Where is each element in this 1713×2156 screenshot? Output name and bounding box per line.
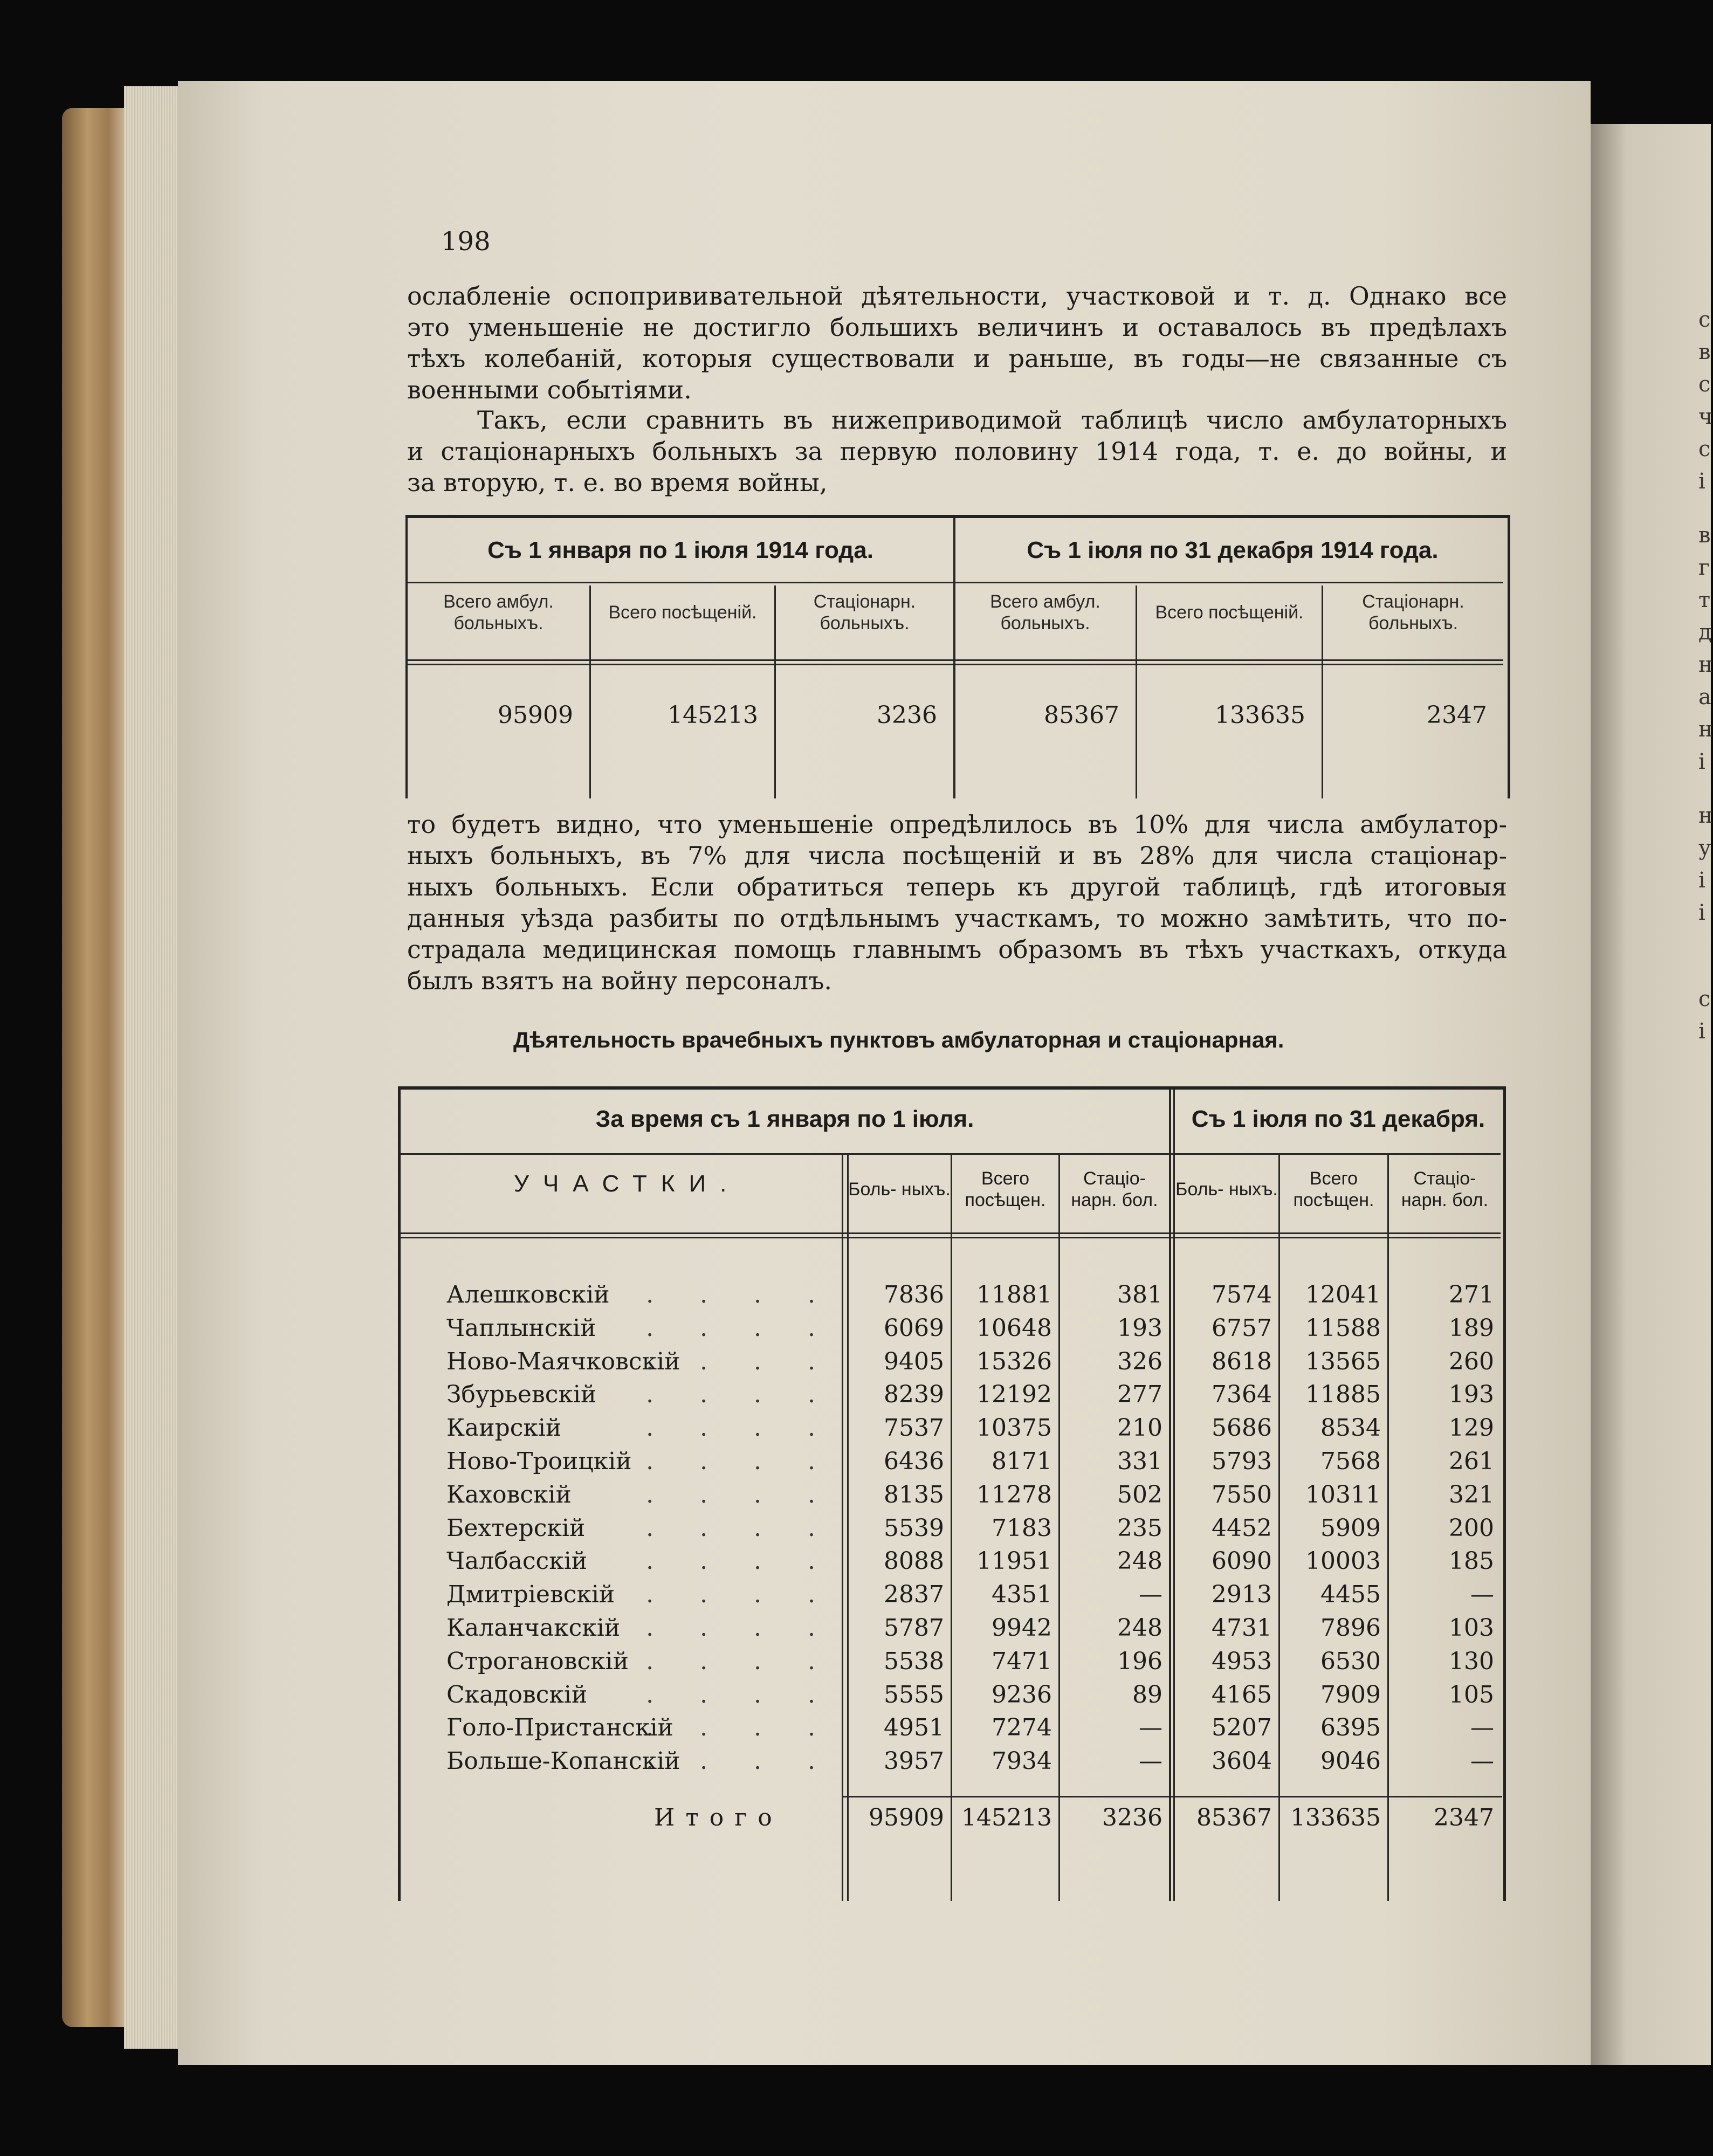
cell-value: 248 [1117,1614,1162,1642]
table-row [401,1714,1503,1747]
facing-page-letter: і [1698,469,1705,494]
text-line: за вторую, т. е. во время войны, [407,468,828,497]
cell-value: 10648 [976,1314,1052,1342]
text-line: ослабленіе оспопрививательной дѣятельности, участковой и т. д. Однако все [407,281,1507,311]
cell-value: 7836 [884,1281,944,1308]
table-row [401,1681,1503,1714]
cell-value: 9942 [992,1614,1052,1642]
cell-value: 5793 [1212,1448,1272,1475]
cell-value: 260 [1449,1347,1494,1375]
district-name: Алешковскій [446,1281,610,1308]
cell-value: 5686 [1212,1414,1272,1442]
cell-value: 7364 [1212,1381,1272,1409]
table-row [401,1581,1503,1614]
cell-value: 331 [1117,1448,1162,1475]
cell-value: 6069 [884,1314,944,1342]
district-name: Больше-Копанскій [446,1747,680,1775]
t2-column-header: Стаціо- нарн. бол. [1071,1168,1158,1210]
cell-value: 7909 [1320,1680,1381,1709]
cell-value: 12192 [976,1381,1052,1409]
leader-dots: . . . . [646,1448,835,1475]
total-label: Итого [654,1804,783,1831]
cell-value: 502 [1117,1480,1162,1508]
page-number: 198 [441,226,491,257]
cell-value: 8239 [884,1381,944,1409]
leader-dots: . . . . [646,1381,835,1409]
text-line: и стаціонарныхъ больныхъ за первую половину 1914 года, т. е. до войны, и [407,437,1507,466]
cell-value: 193 [1117,1314,1162,1342]
cell-value: 8135 [884,1480,944,1508]
table-row [401,1614,1503,1648]
text-line: тѣхъ колебаній, которыя существовали и раньше, въ годы—не связанные съ [407,344,1507,373]
cell-value: 11881 [976,1281,1052,1308]
t1-column-header: Стаціонарн. больныхъ. [813,591,916,633]
cell-value: 248 [1117,1547,1162,1575]
cell-value: 2837 [884,1581,944,1609]
cell-value: 6436 [884,1448,944,1475]
facing-page-letter: у [1698,836,1711,860]
t1-value: 145213 [668,701,758,729]
cell-value: 7568 [1320,1448,1381,1475]
leader-dots: . . . . [646,1281,835,1308]
facing-page [1591,124,1711,2065]
cell-value: 381 [1117,1281,1162,1308]
district-name: Ново-Троицкій [446,1448,632,1475]
cell-value: 11278 [976,1480,1052,1508]
cell-value: 7274 [992,1714,1052,1742]
leader-dots: . . . . [646,1581,835,1609]
total-value: 85367 [1196,1804,1272,1831]
cell-value: 5909 [1320,1514,1381,1542]
cell-value: 12041 [1305,1281,1381,1308]
text-line: это уменьшеніе не достигло большихъ величинъ и оставалось въ предѣлахъ [407,313,1507,342]
cell-value: 321 [1449,1480,1494,1508]
cell-value: 9236 [992,1680,1052,1709]
t1-column-header: Всего посѣщеній. [608,602,757,623]
facing-page-letter: н [1698,717,1713,742]
cell-value: 6757 [1212,1314,1272,1342]
cell-value: 5538 [884,1647,944,1675]
table-row [401,1314,1503,1348]
cell-value: 277 [1117,1381,1162,1409]
cell-value: 4731 [1212,1614,1272,1642]
paragraph-3 [407,809,1507,996]
leader-dots: . . . . [646,1714,835,1742]
t2-column-header: Боль- ныхъ. [848,1179,951,1200]
leader-dots: . . . . [646,1614,835,1642]
cell-value: 8088 [884,1547,944,1575]
facing-page-letter: с [1698,987,1711,1011]
cell-value: 129 [1449,1414,1494,1442]
t2-column-header: Боль- ныхъ. [1175,1179,1278,1200]
summary-table [405,515,1510,798]
leader-dots: . . . . [646,1347,835,1375]
cell-value: 7550 [1212,1480,1272,1508]
leader-dots: . . . . [646,1547,835,1575]
cell-value: 271 [1449,1281,1494,1308]
t1-column-header: Всего посѣщеній. [1155,602,1304,623]
cell-value: 6090 [1212,1547,1272,1575]
cell-value: 4953 [1212,1647,1272,1675]
table-row [401,1747,1503,1781]
cell-value: 5555 [884,1680,944,1709]
t1-value: 3236 [877,701,937,729]
district-name: Скадовскій [446,1680,588,1709]
t1-group1-header: Съ 1 января по 1 іюля 1914 года. [487,537,873,563]
district-name: Збурьевскій [446,1381,597,1409]
cell-value: 6395 [1320,1714,1381,1742]
total-value: 3236 [1102,1804,1162,1831]
cell-value: 10375 [976,1414,1052,1442]
cell-value: 6530 [1320,1647,1381,1675]
cell-value: — [1139,1747,1162,1775]
facing-page-letter: і [1698,868,1705,893]
facing-page-letter: н [1698,652,1713,677]
district-name: Бехтерскій [446,1514,586,1542]
cell-value: 9046 [1320,1747,1381,1775]
table-row [401,1414,1503,1448]
cell-value: 193 [1449,1381,1494,1409]
t2-column-header: Всего посѣщен. [965,1168,1046,1210]
cell-value: 5787 [884,1614,944,1642]
t2-column-header: Стаціо- нарн. бол. [1401,1168,1489,1210]
t1-value: 85367 [1044,701,1119,729]
leader-dots: . . . . [646,1747,835,1775]
leader-dots: . . . . [646,1314,835,1342]
total-row [401,1804,1503,1837]
table-row [401,1514,1503,1548]
district-name: Каланчакскій [446,1614,621,1642]
cell-value: — [1139,1714,1162,1742]
cell-value: 189 [1449,1314,1494,1342]
district-name: Чалбасскій [446,1547,588,1575]
total-value: 2347 [1434,1804,1494,1831]
text-line: ныхъ больныхъ, въ 7% для числа посѣщеній и въ 28% для числа стаціонар- [407,841,1507,870]
cell-value: 11885 [1305,1381,1381,1409]
total-value: 145213 [961,1804,1052,1831]
total-value: 95909 [869,1804,944,1831]
leader-dots: . . . . [646,1647,835,1675]
cell-value: — [1139,1581,1162,1609]
t1-group2-header: Съ 1 іюля по 31 декабря 1914 года. [1027,537,1439,563]
cell-value: 7471 [992,1647,1052,1675]
cell-value: 326 [1117,1347,1162,1375]
cell-value: 7934 [992,1747,1052,1775]
facing-page-letter: і [1698,749,1705,774]
text-line: былъ взятъ на войну персоналъ. [407,966,833,995]
district-name: Голо-Пристанскій [446,1714,673,1742]
cell-value: 2913 [1212,1581,1272,1609]
cell-value: 15326 [976,1347,1052,1375]
cell-value: 210 [1117,1414,1162,1442]
table-row [401,1547,1503,1581]
leader-dots: . . . . [646,1414,835,1442]
table-row [401,1648,1503,1681]
cell-value: 7574 [1212,1281,1272,1308]
total-value: 133635 [1290,1804,1381,1831]
cell-value: 105 [1449,1680,1494,1709]
facing-page-letter: г [1698,555,1710,580]
leader-dots: . . . . [646,1514,835,1542]
t1-column-header: Всего амбул. больныхъ. [443,591,554,633]
cell-value: 5539 [884,1514,944,1542]
cell-value: 11951 [976,1547,1052,1575]
facing-page-letter: і [1698,1019,1705,1044]
cell-value: 10003 [1305,1547,1381,1575]
cell-value: — [1470,1747,1494,1775]
paragraph-1 [407,280,1507,405]
text-line: ныхъ больныхъ. Если обратиться теперь къ другой таблицѣ, гдѣ итоговыя [407,872,1507,901]
facing-page-letter: с [1698,372,1711,397]
paragraph-2 [407,404,1507,498]
table-row [401,1281,1503,1314]
cell-value: 8618 [1212,1347,1272,1375]
cell-value: 13565 [1305,1347,1381,1375]
cell-value: 7896 [1320,1614,1381,1642]
cell-value: 4452 [1212,1514,1272,1542]
cell-value: — [1470,1581,1494,1609]
cell-value: 89 [1132,1680,1162,1709]
t1-column-header: Всего амбул. больныхъ. [990,591,1100,633]
cell-value: 261 [1449,1448,1494,1475]
cell-value: 200 [1449,1514,1494,1542]
facing-page-letter: а [1698,685,1711,710]
cell-value: 8534 [1320,1414,1381,1442]
cell-value: 3957 [884,1747,944,1775]
facing-page-letter: т [1698,588,1711,612]
cell-value: 10311 [1305,1480,1381,1508]
cell-value: 4455 [1320,1581,1381,1609]
district-table [398,1086,1506,1901]
cell-value: 4165 [1212,1680,1272,1709]
facing-page-letter: в [1698,340,1711,364]
cell-value: 5207 [1212,1714,1272,1742]
facing-page-letter: д [1698,620,1712,645]
text-line: то будетъ видно, что уменьшеніе опредѣлилось въ 10% для числа амбулатор- [407,810,1507,839]
cell-value: 235 [1117,1514,1162,1542]
cell-value: 8171 [992,1448,1052,1475]
cell-value: 185 [1449,1547,1494,1575]
t1-column-header: Стаціонарн. больныхъ. [1362,591,1464,633]
t1-value: 2347 [1427,701,1487,729]
facing-page-letter: ч [1698,404,1713,429]
cell-value: 9405 [884,1347,944,1375]
leader-dots: . . . . [646,1480,835,1508]
text-line: данныя уѣзда разбиты по отдѣльнымъ участкамъ, то можно замѣтить, что по- [407,904,1507,933]
cell-value: 4951 [884,1714,944,1742]
text-line: военными событіями. [407,375,692,404]
facing-page-letter: і [1698,900,1705,925]
district-name: Дмитріевскій [446,1581,615,1609]
cell-value: 11588 [1305,1314,1381,1342]
cell-value: 4351 [992,1581,1052,1609]
table2-title: Дѣятельность врачебныхъ пунктовъ амбулаторная и стаціонарная. [513,1027,1284,1052]
table-row [401,1481,1503,1514]
leader-dots: . . . . [646,1680,835,1709]
district-name: Чаплынскій [446,1314,596,1342]
district-name: Ново-Маячковскій [446,1347,680,1375]
cell-value: 7183 [992,1514,1052,1542]
district-name: Каирскій [446,1414,562,1442]
district-name: Каховскій [446,1480,572,1508]
table-row [401,1381,1503,1414]
cell-value: — [1470,1714,1494,1742]
facing-page-letter: в [1698,523,1711,548]
t1-value: 133635 [1215,701,1305,729]
district-name: Строгановскій [446,1647,629,1675]
table-row [401,1348,1503,1381]
cell-value: 103 [1449,1614,1494,1642]
table-row [401,1448,1503,1481]
t2-column-header: Всего посѣщен. [1293,1168,1374,1210]
cell-value: 3604 [1212,1747,1272,1775]
t2-group1-header: За время съ 1 января по 1 іюля. [595,1106,974,1132]
cell-value: 7537 [884,1414,944,1442]
cell-value: 130 [1449,1647,1494,1675]
districts-column-header: УЧАСТКИ. [514,1170,741,1197]
cell-value: 196 [1117,1647,1162,1675]
facing-page-letter: с [1698,307,1711,332]
facing-page-letter: н [1698,803,1713,828]
text-line: Такъ, если сравнить въ нижеприводимой таблицѣ число амбулаторныхъ [477,405,1507,435]
t2-group2-header: Съ 1 іюля по 31 декабря. [1191,1106,1485,1132]
t1-value: 95909 [498,701,573,729]
text-line: страдала медицинская помощь главнымъ образомъ въ тѣхъ участкахъ, откуда [407,935,1507,964]
facing-page-letter: с [1698,437,1711,461]
